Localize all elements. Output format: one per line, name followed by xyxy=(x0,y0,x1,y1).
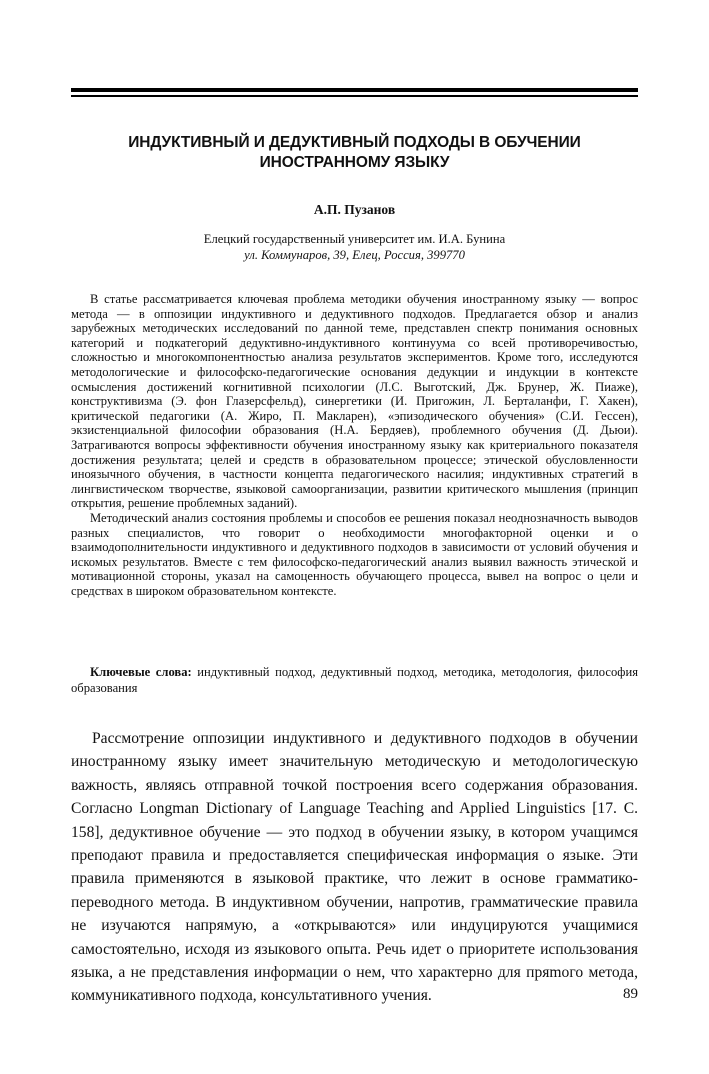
author-affiliation xyxy=(71,232,638,263)
keywords-label: Ключевые слова: xyxy=(90,665,192,679)
header-rule-thick xyxy=(71,88,638,92)
page-number: 89 xyxy=(623,986,638,1002)
article-title-line: ИНДУКТИВНЫЙ И ДЕДУКТИВНЫЙ ПОДХОДЫ В ОБУЧЕНИИ xyxy=(128,134,581,151)
keywords-text: индуктивный подход, дедуктивный подход, методика, методология, философия образования xyxy=(71,665,638,695)
header-rule-thin xyxy=(71,95,638,97)
author-name: А.П. Пузанов xyxy=(313,202,396,217)
institution-address: ул. Коммунаров, 39, Елец, Россия, 399770 xyxy=(244,247,465,262)
body-paragraph: Рассмотрение оппозиции индуктивного и дедуктивного подходов в обучении иностранному языку имеет значительную методическую и методологическую важность, являясь отправной точкой построения всего содержания образования. Согласно Longman Dictionary of Language Teaching and Applied Linguistics [17. C. 158], дедуктивное обучение — это подход в обучении языку, в котором учащимся преподают правила и предоставляется специфическая информация о языке. Эти правила применяются в языковой практике, что лежит в основе грамматико-переводного метода. В индуктивном обучении, напротив, грамматические правила не изучаются напрямую, а «открываются» или индуцируются учащимися самостоятельно, исходя из языкового опыта. Речь идет о приоритете использования языка, а не представления информации о нем, что характерно для пряmого метода, коммуникативного подхода, консультативного учения. xyxy=(71,730,638,1005)
institution: Елецкий государственный университет им. И.А. Бунина xyxy=(203,232,506,246)
article-title xyxy=(71,133,638,173)
abstract xyxy=(71,292,638,598)
article-title-line: ИНОСТРАННОМУ ЯЗЫКУ xyxy=(259,154,450,171)
keywords xyxy=(71,664,638,696)
abstract-paragraph: Методический анализ состояния проблемы и способов ее решения показал неоднозначность выводов разных специалистов, что говорит о необходимости многофакторной оценки и о взаимодополнительности индуктивного и дедуктивного подходов в зависимости от условий обучения и искомых результатов. Вместе с тем философско-педагогический анализ выявил важность этической и мотивационной стороны, указал на самоценность обучающего процесса, вывел на вопрос о цели и средствах в широком образовательном контексте. xyxy=(71,510,638,598)
abstract-paragraph: В статье рассматривается ключевая проблема методики обучения иностранному языку — вопрос метода — в оппозиции индуктивного и дедуктивного подходов. Предлагается обзор и анализ зарубежных методических исследований по данной теме, представлен спектр понимания основных категорий и подкатегорий дедуктивно-индуктивного континуума со всей противоречивостью, сложностью и многокомпонентностью анализа результатов экспериментов. Кроме того, исследуются методологические и философско-педагогические основания дедукции и индукции в контексте осмысления достижений когнитивной психологии (Л.С. Выготский, Дж. Брунер, Ж. Пиаже), конструктивизма (Э. фон Глазерсфельд), синергетики (И. Пригожин, Л. Берталанфи, Г. Хакен), критической педагогики (А. Жиро, П. Макларен), «эпизодического обучения» (С.И. Гессен), экзистенциальной философии образования (Н.А. Бердяев), проблемного обучения (Д. Дьюи). Затрагиваются вопросы эффективности обучения иностранному языку как критериального показателя достижения результата; целей и средств в образовательном процессе; этической обусловленности иноязычного обучения, в частности концепта педагогического насилия; индуктивных стратегий в лингвистическом творчестве, языковой самоорганизации, развитии критического мышления (принцип открытия, решение проблемных заданий). xyxy=(71,292,638,511)
